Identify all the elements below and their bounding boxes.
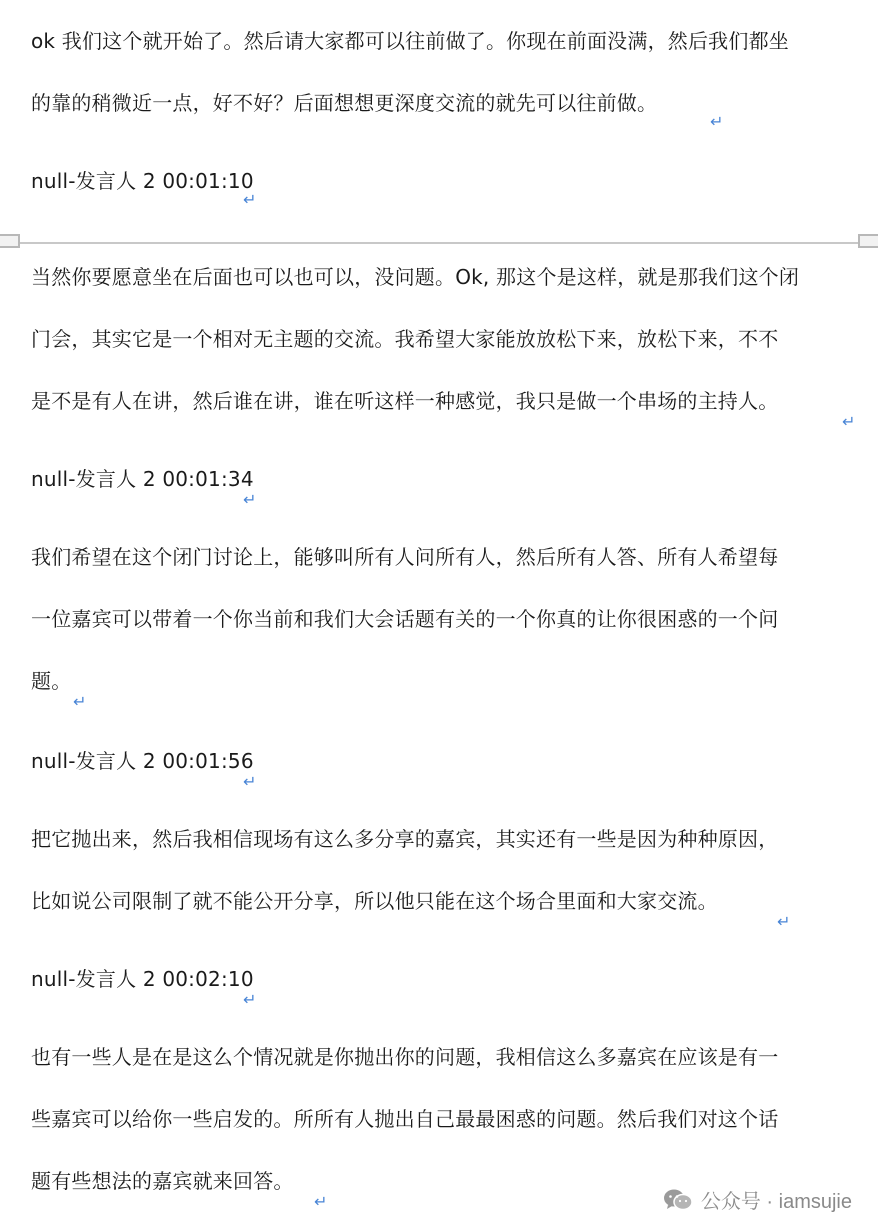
text-line: 当然你要愿意坐在后面也可以也可以，没问题。Ok, 那这个是这样，就是那我们这个闭 bbox=[31, 265, 800, 289]
paragraph-mark-icon: ↵ bbox=[842, 412, 856, 431]
text-line: ok 我们这个就开始了。然后请大家都可以往前做了。你现在前面没满，然后我们都坐 bbox=[31, 29, 789, 53]
speaker-label: null-发言人 2 00:01:34 bbox=[31, 467, 254, 491]
paragraph-mark-icon: ↵ bbox=[243, 990, 257, 1009]
text-line: 一位嘉宾可以带着一个你当前和我们大会话题有关的一个你真的让你很困惑的一个问 bbox=[31, 607, 779, 631]
text-line: 的靠的稍微近一点，好不好？后面想想更深度交流的就先可以往前做。 bbox=[31, 91, 658, 115]
page-corner-left-icon bbox=[0, 234, 20, 248]
text-line: 题。 bbox=[31, 669, 72, 693]
speaker-label: null-发言人 2 00:01:56 bbox=[31, 749, 254, 773]
paragraph-mark-icon: ↵ bbox=[73, 692, 87, 711]
speaker-label: null-发言人 2 00:01:10 bbox=[31, 169, 254, 193]
text-line: 些嘉宾可以给你一些启发的。所所有人抛出自己最最困惑的问题。然后我们对这个话 bbox=[31, 1107, 779, 1131]
paragraph-mark-icon: ↵ bbox=[243, 190, 257, 209]
page-corner-right-icon bbox=[858, 234, 878, 248]
text-line: 比如说公司限制了就不能公开分享，所以他只能在这个场合里面和大家交流。 bbox=[31, 889, 718, 913]
text-line: 我们希望在这个闭门讨论上，能够叫所有人问所有人，然后所有人答、所有人希望每 bbox=[31, 545, 779, 569]
document-page-2 bbox=[0, 248, 878, 1232]
paragraph-mark-icon: ↵ bbox=[243, 490, 257, 509]
text-line: 把它抛出来，然后我相信现场有这么多分享的嘉宾，其实还有一些是因为种种原因， bbox=[31, 827, 779, 851]
page-divider bbox=[0, 242, 878, 244]
speaker-label: null-发言人 2 00:02:10 bbox=[31, 967, 254, 991]
page-break bbox=[0, 232, 878, 248]
paragraph-mark-icon: ↵ bbox=[710, 112, 724, 131]
watermark bbox=[663, 1185, 852, 1214]
text-line: 也有一些人是在是这么个情况就是你抛出你的问题，我相信这么多嘉宾在应该是有一 bbox=[31, 1045, 779, 1069]
paragraph-mark-icon: ↵ bbox=[243, 772, 257, 791]
paragraph-mark-icon: ↵ bbox=[314, 1192, 328, 1211]
text-line: 题有些想法的嘉宾就来回答。 bbox=[31, 1169, 294, 1193]
text-line: 门会，其实它是一个相对无主题的交流。我希望大家能放放松下来，放松下来，不不 bbox=[31, 327, 779, 351]
text-line: 是不是有人在讲，然后谁在讲，谁在听这样一种感觉，我只是做一个串场的主持人。 bbox=[31, 389, 779, 413]
paragraph-mark-icon: ↵ bbox=[777, 912, 791, 931]
watermark-text: 公众号 · iamsujie bbox=[700, 1191, 852, 1213]
wechat-icon bbox=[663, 1188, 693, 1212]
document-page-1 bbox=[0, 0, 878, 232]
